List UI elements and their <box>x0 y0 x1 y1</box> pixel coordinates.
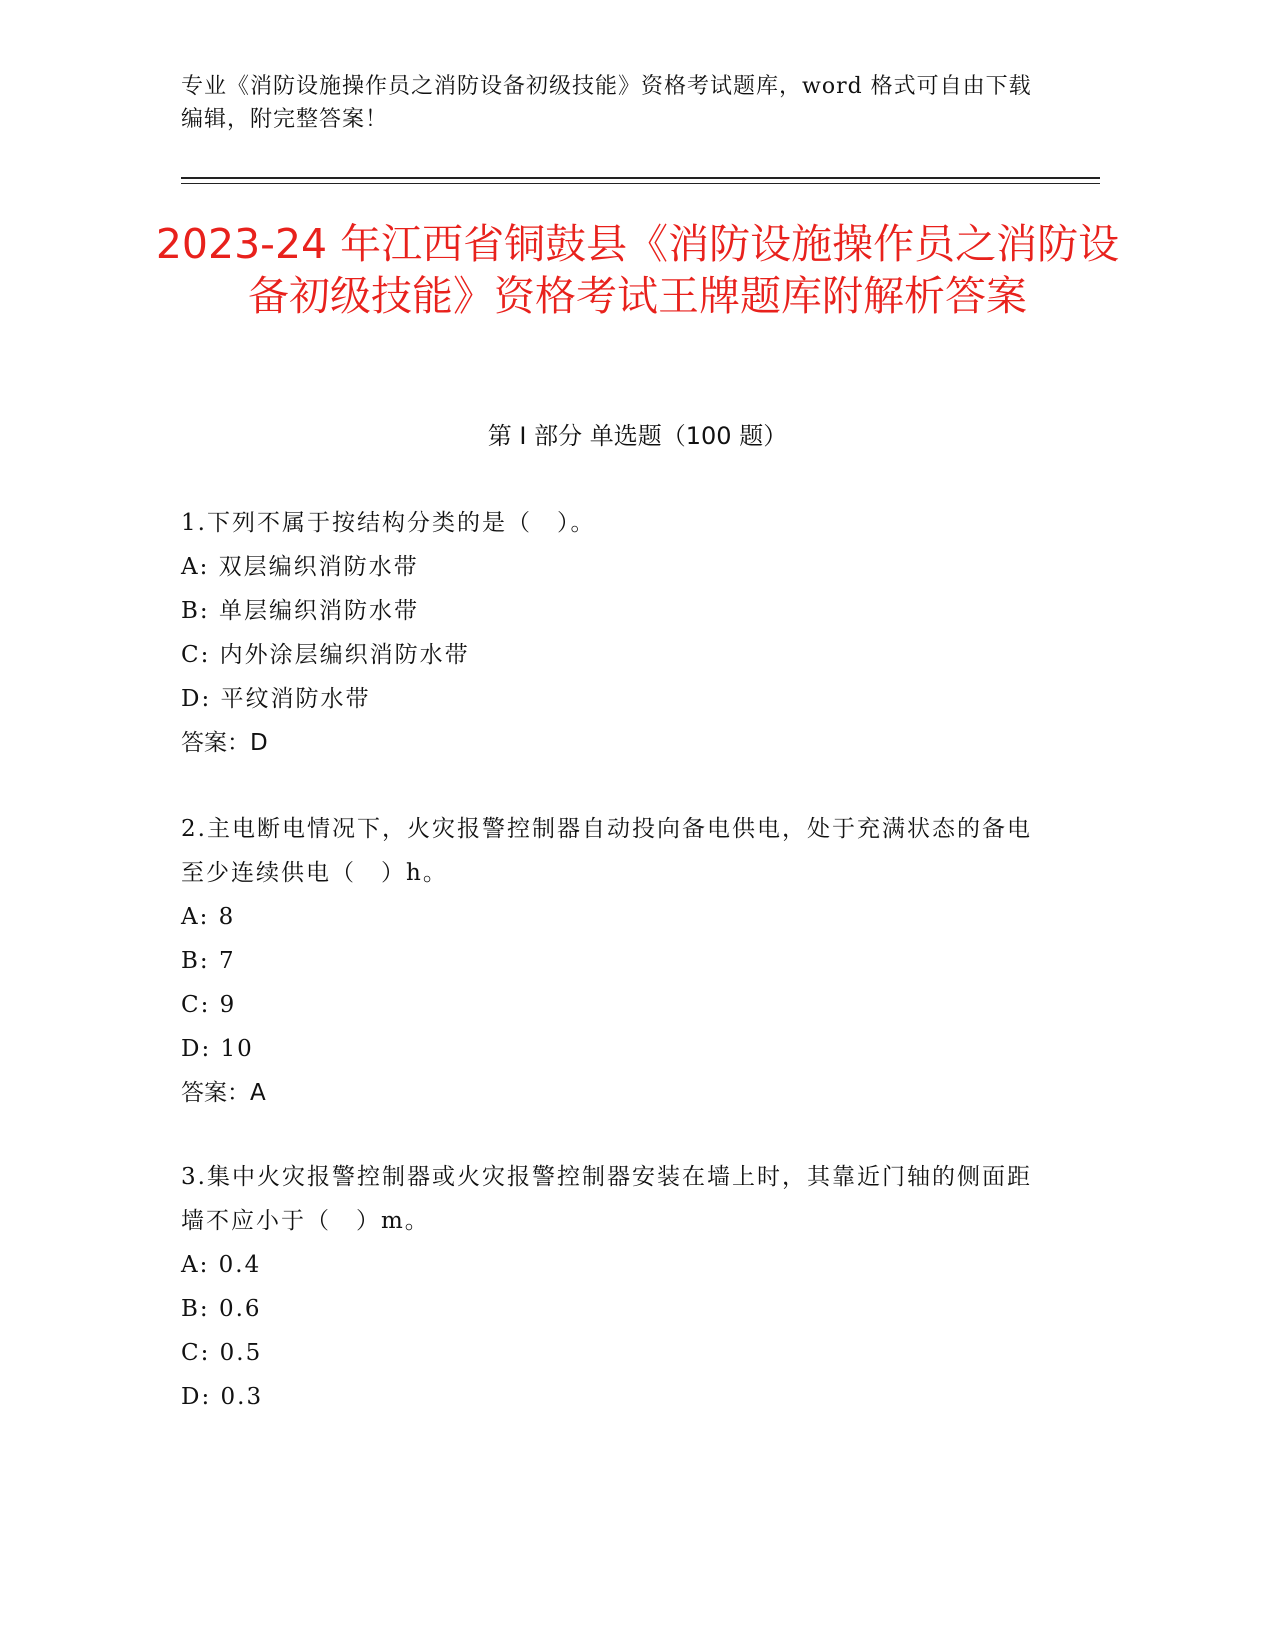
document-title: 2023-24 年江西省铜鼓县《消防设施操作员之消防设备初级技能》资格考试王牌题库附解析答案 <box>155 220 1120 320</box>
question-stem: 3.集中火灾报警控制器或火灾报警控制器安装在墙上时，其靠近门轴的侧面距墙不应小于（ ）m。 <box>181 1164 1032 1234</box>
question-stem: 1.下列不属于按结构分类的是（ ）。 <box>181 510 596 536</box>
header-note: 专业《消防设施操作员之消防设备初级技能》资格考试题库，word 格式可自由下载编辑，附完整答案！ <box>181 74 1032 132</box>
section-heading: 第 I 部分 单选题（100 题） <box>487 422 788 450</box>
option-d: D: 0.3 <box>181 1384 264 1410</box>
question-1 <box>181 501 1051 765</box>
answer: 答案：A <box>181 1080 266 1106</box>
option-c: C: 内外涂层编织消防水带 <box>181 642 470 668</box>
option-a: A: 0.4 <box>181 1252 262 1278</box>
option-a: A: 双层编织消防水带 <box>181 554 419 580</box>
question-3 <box>181 1155 1051 1419</box>
option-c: C: 9 <box>181 992 237 1018</box>
header-divider-thick <box>181 177 1100 179</box>
option-c: C: 0.5 <box>181 1340 263 1366</box>
option-d: D: 平纹消防水带 <box>181 686 371 712</box>
option-b: B: 单层编织消防水带 <box>181 598 419 624</box>
option-b: B: 0.6 <box>181 1296 262 1322</box>
question-2 <box>181 807 1051 1115</box>
option-d: D: 10 <box>181 1036 254 1062</box>
option-b: B: 7 <box>181 948 236 974</box>
header-divider-thin <box>181 183 1100 184</box>
option-a: A: 8 <box>181 904 236 930</box>
question-stem: 2.主电断电情况下，火灾报警控制器自动投向备电供电，处于充满状态的备电至少连续供电（ ）h。 <box>181 816 1032 886</box>
answer: 答案：D <box>181 730 268 756</box>
